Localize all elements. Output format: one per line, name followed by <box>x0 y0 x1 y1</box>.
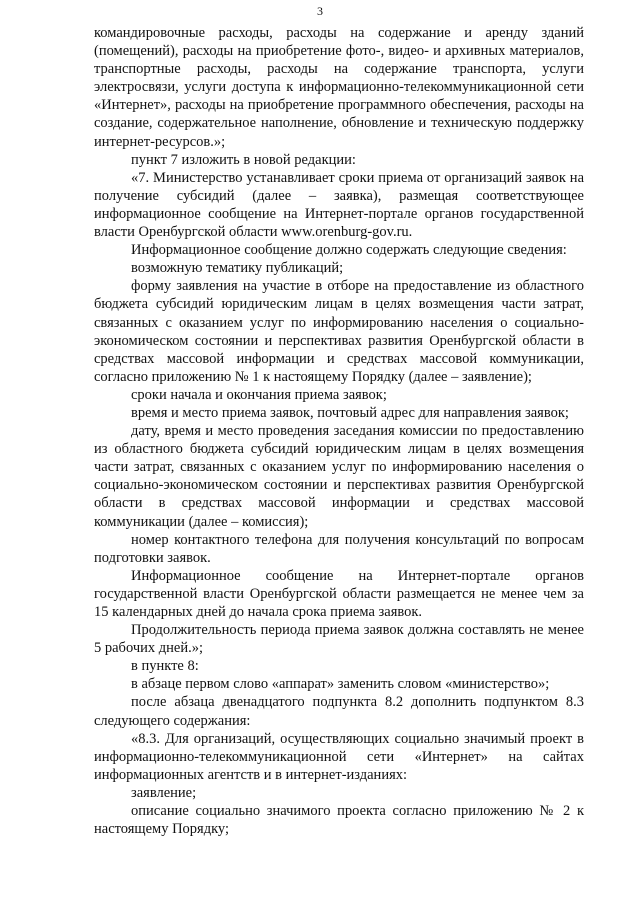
paragraph: заявление; <box>131 784 197 801</box>
paragraph: Продолжительность периода приема заявок должна составлять не менее 5 рабочих дней.»; <box>94 622 584 657</box>
paragraph: в абзаце первом слово «аппарат» заменить словом «министерство»; <box>131 676 550 693</box>
paragraph: описание социально значимого проекта согласно приложению № 2 к настоящему Порядку; <box>94 803 584 838</box>
paragraph: сроки начала и окончания приема заявок; <box>131 386 387 403</box>
paragraph: форму заявления на участие в отборе на предоставление из областного бюджета субсидий юридическим лицам в целях возмещения части затрат, связанных с оказанием услуг по информированию населения о социально-экономическом состоянии и перспективах развития Оренбургской области в средствах массовой информации и средствах массовой коммуникации, согласно приложению № 1 к настоящему Порядку (далее – заявление); <box>94 278 584 385</box>
paragraph: в пункте 8: <box>131 658 199 675</box>
paragraph: пункт 7 изложить в новой редакции: <box>131 151 356 168</box>
paragraph: «7. Министерство устанавливает сроки приема от организаций заявок на получение субсидий (далее – заявка), размещая соответствующее информационное сообщение на Интернет-портале органов государственной власти Оренбургской области www.orenburg-gov.ru. <box>94 169 584 241</box>
paragraph: Информационное сообщение на Интернет-портале органов государственной власти Оренбургской области размещается не менее чем за 15 календарных дней до начала срока приема заявок. <box>94 567 584 620</box>
page-number: 3 <box>317 4 323 18</box>
paragraph: возможную тематику публикаций; <box>131 260 344 277</box>
paragraph: «8.3. Для организаций, осуществляющих социально значимый проект в информационно-телекоммуникационной сети «Интернет» на сайтах информационных агентств и в интернет-изданиях: <box>94 730 584 783</box>
paragraph: после абзаца двенадцатого подпункта 8.2 дополнить подпунктом 8.3 следующего содержания: <box>94 694 584 729</box>
document-body <box>94 24 584 838</box>
paragraph: дату, время и место проведения заседания комиссии по предоставлению из областного бюджета субсидий юридическим лицам в целях возмещения части затрат, связанных с оказанием услуг по информированию населения о социально-экономическом состоянии и перспективах развития Оренбургской области в средствах массовой информации и средствах массовой коммуникации (далее – комиссия); <box>94 423 584 530</box>
paragraph: время и место приема заявок, почтовый адрес для направления заявок; <box>131 404 569 421</box>
paragraph: командировочные расходы, расходы на содержание и аренду зданий (помещений), расходы на приобретение фото-, видео- и архивных материалов, транспортные расходы, расходы на содержание транспорта, услуги электросвязи, услуги доступа к информационно-телекоммуникационной сети «Интернет», расходы на приобретение программного обеспечения, расходы на создание, содержательное наполнение, обновление и техническую поддержку интернет-ресурсов.»; <box>94 25 584 150</box>
paragraph: Информационное сообщение должно содержать следующие сведения: <box>131 242 567 259</box>
paragraph: номер контактного телефона для получения консультаций по вопросам подготовки заявок. <box>94 531 584 566</box>
